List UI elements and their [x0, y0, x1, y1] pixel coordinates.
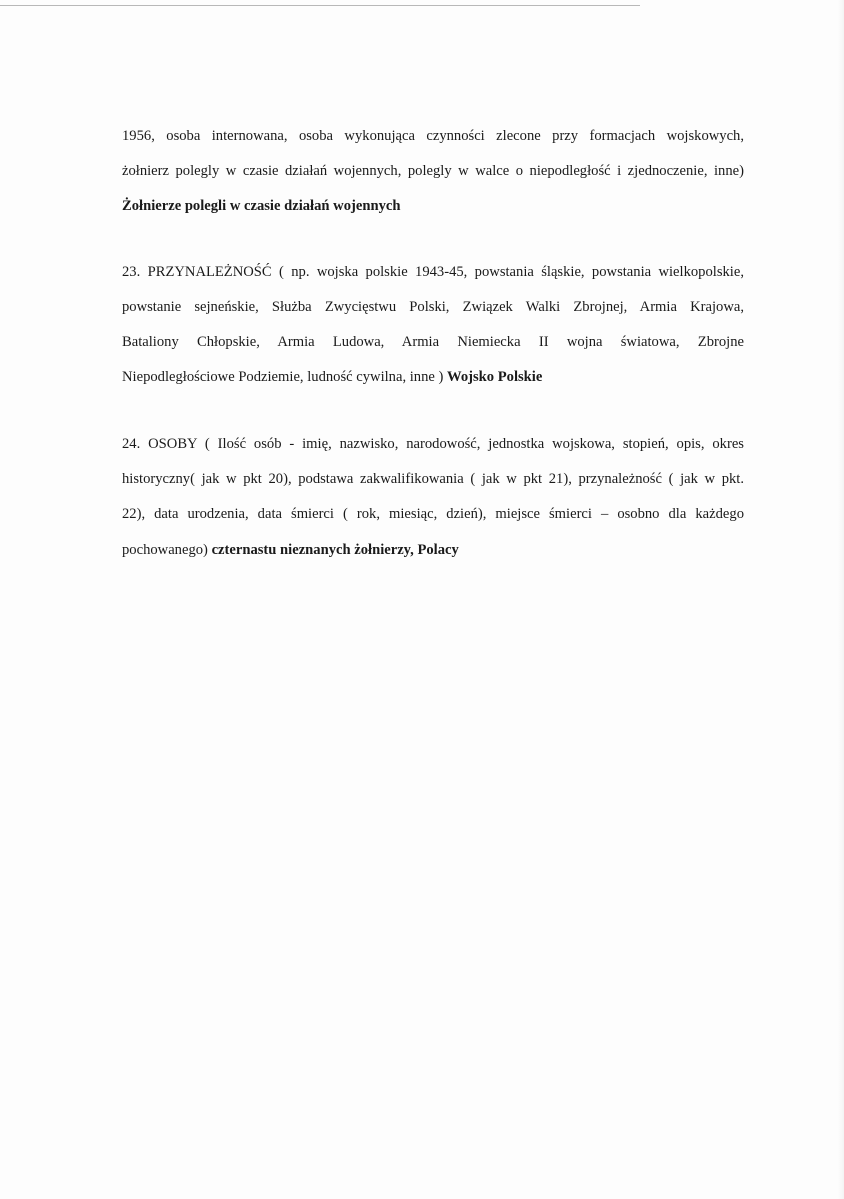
section-24-line-4-text: pochowanego): [122, 542, 212, 558]
section-24-answer: czternastu nieznanych żołnierzy, Polacy: [211, 542, 459, 558]
section-24-line-2: historyczny( jak w pkt 20), podstawa zakwalifikowania ( jak w pkt 21), przynależność ( jak w pkt.: [122, 471, 744, 487]
section-23-answer: Wojsko Polskie: [447, 369, 543, 385]
section-22-answer: Żołnierze polegli w czasie działań wojennych: [122, 198, 401, 214]
scan-edge-shade: [838, 0, 844, 1199]
section-23-line-3: Bataliony Chłopskie, Armia Ludowa, Armia Niemiecka II wojna światowa, Zbrojne: [122, 334, 744, 350]
section-23-line-2: powstanie sejneńskie, Służba Zwycięstwu Polski, Związek Walki Zbrojnej, Armia Krajowa,: [122, 299, 744, 315]
section-23-line-1: 23. PRZYNALEŻNOŚĆ ( np. wojska polskie 1943-45, powstania śląskie, powstania wielkopolskie,: [122, 264, 744, 280]
section-22-line-1: 1956, osoba internowana, osoba wykonująca czynności zlecone przy formacjach wojskowych,: [122, 128, 744, 144]
section-24-line-4: [122, 540, 744, 560]
section-24-line-3: 22), data urodzenia, data śmierci ( rok, miesiąc, dzień), miejsce śmierci – osobno dla każdego: [122, 506, 744, 522]
section-23-line-4: [122, 367, 744, 387]
section-24-line-1: 24. OSOBY ( Ilość osób - imię, nazwisko, narodowość, jednostka wojskowa, stopień, opis, okres: [122, 436, 744, 452]
top-rule-divider: [0, 5, 640, 6]
section-22-line-2: żołnierz polegly w czasie działań wojennych, polegly w walce o niepodległość i zjednoczenie, inne): [122, 163, 744, 179]
section-23-line-4-text: Niepodległościowe Podziemie, ludność cywilna, inne ): [122, 369, 448, 385]
